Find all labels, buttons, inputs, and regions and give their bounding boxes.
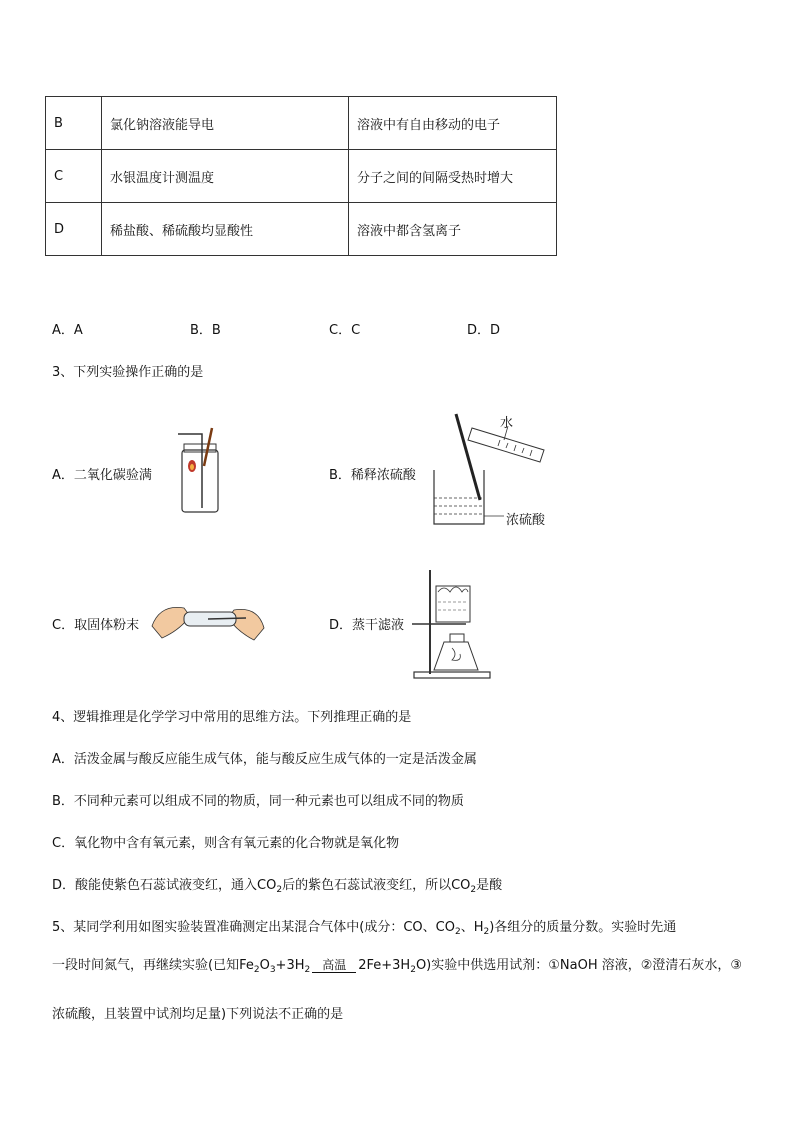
row-letter: D [46,203,102,256]
q5-line1: 5、某同学利用如图实验装置准确测定出某混合气体中(成分：CO、$CO_2$、$H_2$)各组分的质量分数。实验时先通 [52,920,677,937]
q4-option-d[interactable]: D．酸能使紫色石蕊试液变红，通入$CO_2$后的紫色石蕊试液变红，所以$CO_2$是酸 [52,878,503,895]
comparison-table [45,96,557,256]
q3-option-d[interactable]: D．蒸干滤液 [329,618,405,633]
row-phenomenon: 氯化钠溶液能导电 [102,97,349,150]
row-explanation: 分子之间的间隔受热时增大 [349,150,557,203]
q4-option-b[interactable]: B．不同种元素可以组成不同的物质，同一种元素也可以组成不同的物质 [52,794,464,809]
q3-option-b[interactable]: B．稀释浓硫酸 [329,468,416,483]
table-row [46,150,557,203]
evaporation-figure [408,566,494,680]
powder-sampling-figure [150,596,266,646]
label-conc-acid: 浓硫酸 [506,513,546,528]
table-row [46,203,557,256]
row-phenomenon: 水银温度计测温度 [102,150,349,203]
q3-option-a[interactable]: A．二氧化碳验满 [52,468,152,483]
row-letter: C [46,150,102,203]
row-explanation: 溶液中都含氢离子 [349,203,557,256]
q2-option-d[interactable]: D．D [467,323,501,338]
co2-test-figure [170,422,230,516]
q5-line2: 一段时间氮气，再继续实验(已知$Fe_2O_3+3H_2$ 高温 $2Fe+3H_2O$)实验中供选用试剂：①NaOH 溶液，②澄清石灰水，③ [52,958,743,975]
row-explanation: 溶液中有自由移动的电子 [349,97,557,150]
q4-stem: 4、逻辑推理是化学学习中常用的思维方法。下列推理正确的是 [52,710,412,725]
label-water: 水 [500,416,514,431]
q2-option-b[interactable]: B．B [190,323,221,338]
q2-option-a[interactable]: A．A [52,323,83,338]
q5-line3: 浓硫酸，且装置中试剂均足量)下列说法不正确的是 [52,1007,344,1022]
table-row [46,97,557,150]
q3-stem: 3、下列实验操作正确的是 [52,365,204,380]
q2-option-c[interactable]: C．C [329,323,361,338]
row-letter: B [46,97,102,150]
row-phenomenon: 稀盐酸、稀硫酸均显酸性 [102,203,349,256]
q4-option-c[interactable]: C．氧化物中含有氧元素，则含有氧元素的化合物就是氧化物 [52,836,400,851]
reaction-condition: 高温 [312,958,356,973]
q4-option-a[interactable]: A．活泼金属与酸反应能生成气体，能与酸反应生成气体的一定是活泼金属 [52,752,477,767]
q3-option-c[interactable]: C．取固体粉末 [52,618,140,633]
